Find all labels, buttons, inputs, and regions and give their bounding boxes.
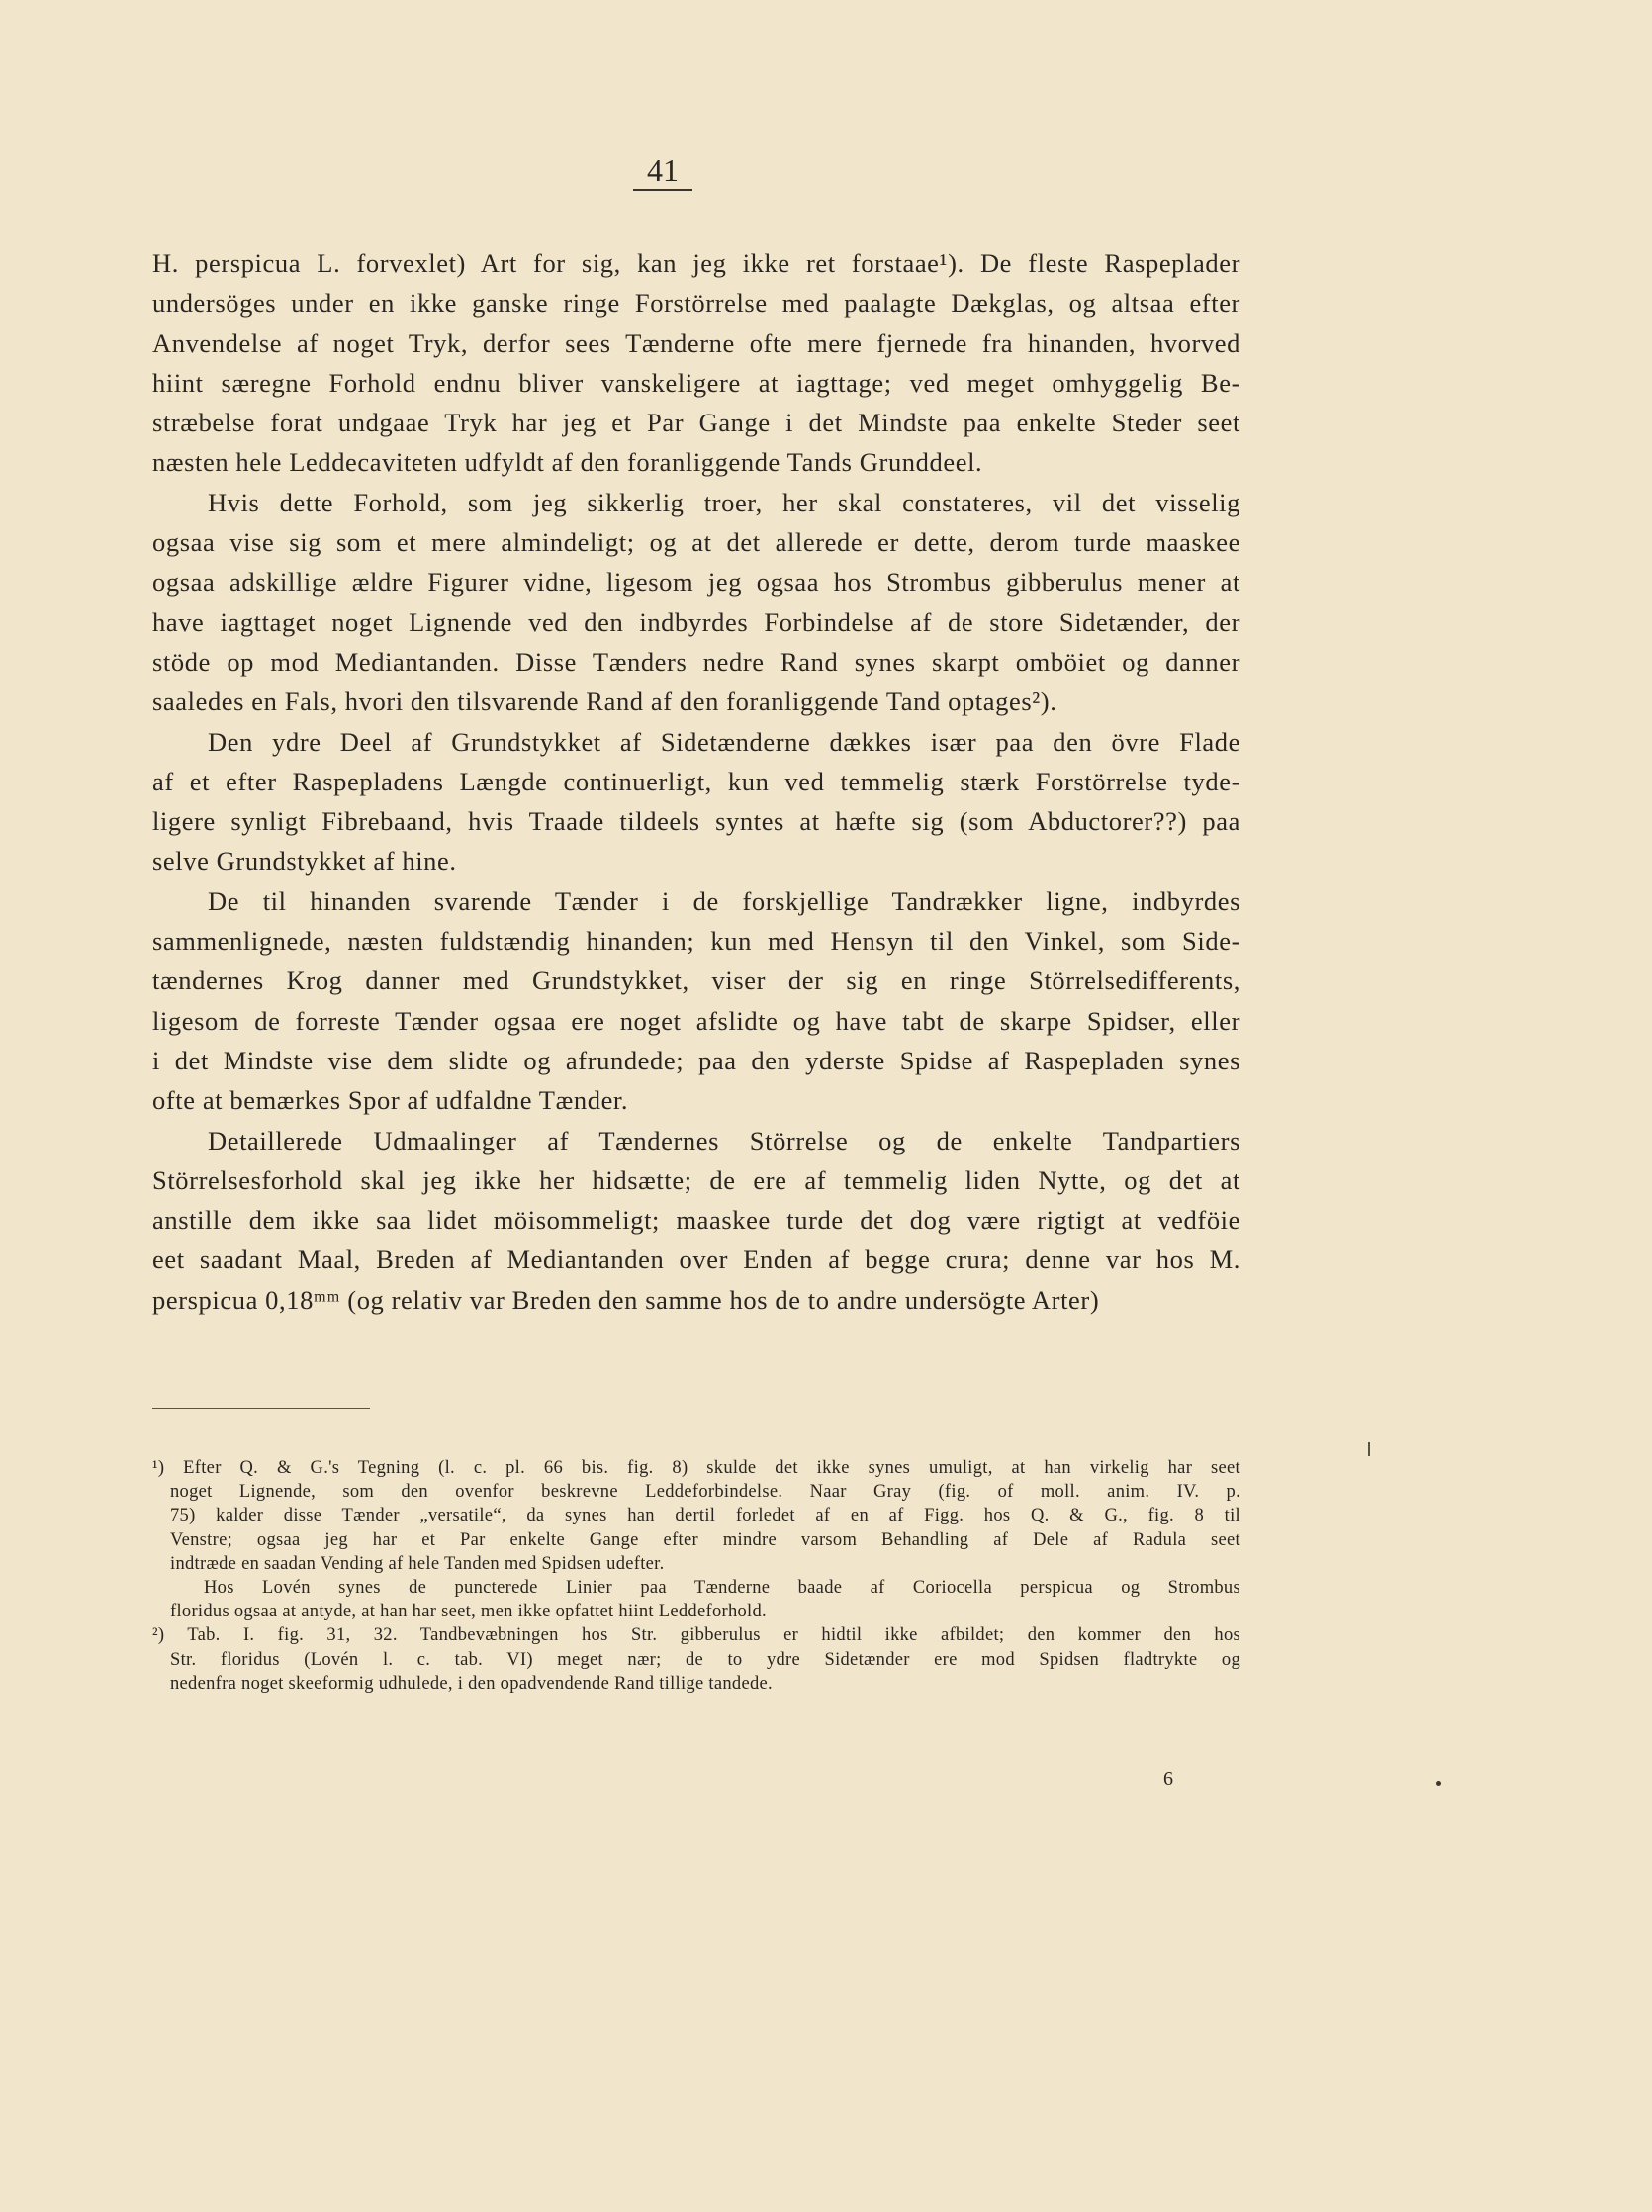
body-text: [152, 243, 1240, 1320]
text-line: selve Grundstykket af hine.: [152, 846, 457, 876]
text-line: perspicua 0,18ᵐᵐ (og relativ var Breden den samme hos de to andre undersögte Arter): [152, 1284, 1100, 1315]
text-line: have iagttaget noget Lignende ved den indbyrdes Forbindelse af de store Sidetænder, der: [152, 606, 1240, 637]
footnote-line: nedenfra noget skeeformig udhulede, i den opadvendende Rand tillige tandede.: [170, 1673, 773, 1694]
text-line: stöde op mod Mediantanden. Disse Tænders nedre Rand synes skarpt omböiet og danner: [152, 646, 1240, 677]
text-line: i det Mindste vise dem slidte og afrundede; paa den yderste Spidse af Raspepladen synes: [152, 1045, 1240, 1075]
text-line: næsten hele Leddecaviteten udfyldt af den foranliggende Tands Grunddeel.: [152, 447, 983, 478]
footnote-line: noget Lignende, som den ovenfor beskrevne Leddeforbindelse. Naar Gray (fig. of moll. anim. IV. p.: [170, 1482, 1240, 1503]
text-line: De til hinanden svarende Tænder i de forskjellige Tandrækker ligne, indbyrdes: [208, 885, 1240, 916]
text-line: af et efter Raspepladens Længde continuerligt, kun ved temmelig stærk Forstörrelse tyde-: [152, 766, 1240, 796]
footnote-line: Str. floridus (Lovén l. c. tab. VI) meget nær; de to ydre Sidetænder ere mod Spidsen fladtrykte og: [170, 1649, 1240, 1670]
footnote-line: ²) Tab. I. fig. 31, 32. Tandbevæbningen hos Str. gibberulus er hidtil ikke afbildet; den kommer den hos: [152, 1625, 1240, 1646]
text-line: ligesom de forreste Tænder ogsaa ere noget afslidte og have tabt de skarpe Spidser, eller: [152, 1005, 1240, 1036]
text-line: anstille dem ikke saa lidet möisommeligt; maaskee turde det dog være rigtigt at vedföie: [152, 1205, 1240, 1236]
text-line: Den ydre Deel af Grundstykket af Sidetænderne dækkes især paa den övre Flade: [208, 726, 1240, 757]
footnote-line: floridus ogsaa at antyde, at han har seet, men ikke opfattet hiint Leddeforhold.: [170, 1602, 767, 1622]
footnote-line: 75) kalder disse Tænder „versatile“, da synes han dertil forledet af en af Figg. hos Q. & G., fig. 8 til: [170, 1506, 1240, 1526]
text-line: ofte at bemærkes Spor af udfaldne Tænder.: [152, 1085, 629, 1116]
footnote-line: Venstre; ogsaa jeg har et Par enkelte Gange efter mindre varsom Behandling af Dele af Radula seet: [170, 1529, 1240, 1550]
text-line: sammenlignede, næsten fuldstændig hinanden; kun med Hensyn til den Vinkel, som Side-: [152, 926, 1240, 957]
signature-mark: 6: [1163, 1768, 1173, 1790]
text-line: Anvendelse af noget Tryk, derfor sees Tænderne ofte mere fjernede fra hinanden, hvorved: [152, 327, 1240, 358]
margin-mark: [1368, 1442, 1370, 1456]
margin-dot: [1436, 1781, 1441, 1786]
footnotes: [152, 1456, 1240, 1696]
text-line: Hvis dette Forhold, som jeg sikkerlig troer, her skal constateres, vil det visselig: [208, 487, 1240, 517]
text-line: undersöges under en ikke ganske ringe Forstörrelse med paalagte Dækglas, og altsaa efter: [152, 288, 1240, 319]
page-number: 41: [647, 152, 679, 188]
text-line: Störrelsesforhold skal jeg ikke her hidsætte; de ere af temmelig liden Nytte, og det at: [152, 1164, 1240, 1195]
footnote-line: indtræde en saadan Vending af hele Tanden med Spidsen udefter.: [170, 1553, 665, 1574]
text-line: ogsaa vise sig som et mere almindeligt; og at det allerede er dette, derom turde maaskee: [152, 527, 1240, 558]
footnote-line: Hos Lovén synes de puncterede Linier paa Tænderne baade af Coriocella perspicua og Strombus: [204, 1578, 1240, 1599]
text-line: stræbelse forat undgaae Tryk har jeg et Par Gange i det Mindste paa enkelte Steder seet: [152, 408, 1240, 438]
text-line: saaledes en Fals, hvori den tilsvarende Rand af den foranliggende Tand optages²).: [152, 687, 1057, 717]
text-line: H. perspicua L. forvexlet) Art for sig, kan jeg ikke ret forstaae¹). De fleste Raspeplader: [152, 248, 1240, 278]
text-line: hiint særegne Forhold endnu bliver vanskeligere at iagttage; ved meget omhyggelig Be-: [152, 367, 1240, 398]
page-number-underline: [633, 189, 692, 191]
footnote-separator: [152, 1408, 370, 1409]
text-line: ligere synligt Fibrebaand, hvis Traade tildeels syntes at hæfte sig (som Abductorer??) paa: [152, 806, 1240, 837]
text-line: ogsaa adskillige ældre Figurer vidne, ligesom jeg ogsaa hos Strombus gibberulus mener at: [152, 567, 1240, 598]
footnote-line: ¹) Efter Q. & G.'s Tegning (l. c. pl. 66 bis. fig. 8) skulde det ikke synes umuligt, at han virkelig har seet: [152, 1458, 1240, 1478]
text-line: eet saadant Maal, Breden af Mediantanden over Enden af begge crura; denne var hos M.: [152, 1244, 1240, 1275]
text-line: tændernes Krog danner med Grundstykket, viser der sig en ringe Störrelsedifferents,: [152, 966, 1240, 996]
text-line: Detaillerede Udmaalinger af Tændernes Störrelse og de enkelte Tandpartiers: [208, 1125, 1240, 1155]
